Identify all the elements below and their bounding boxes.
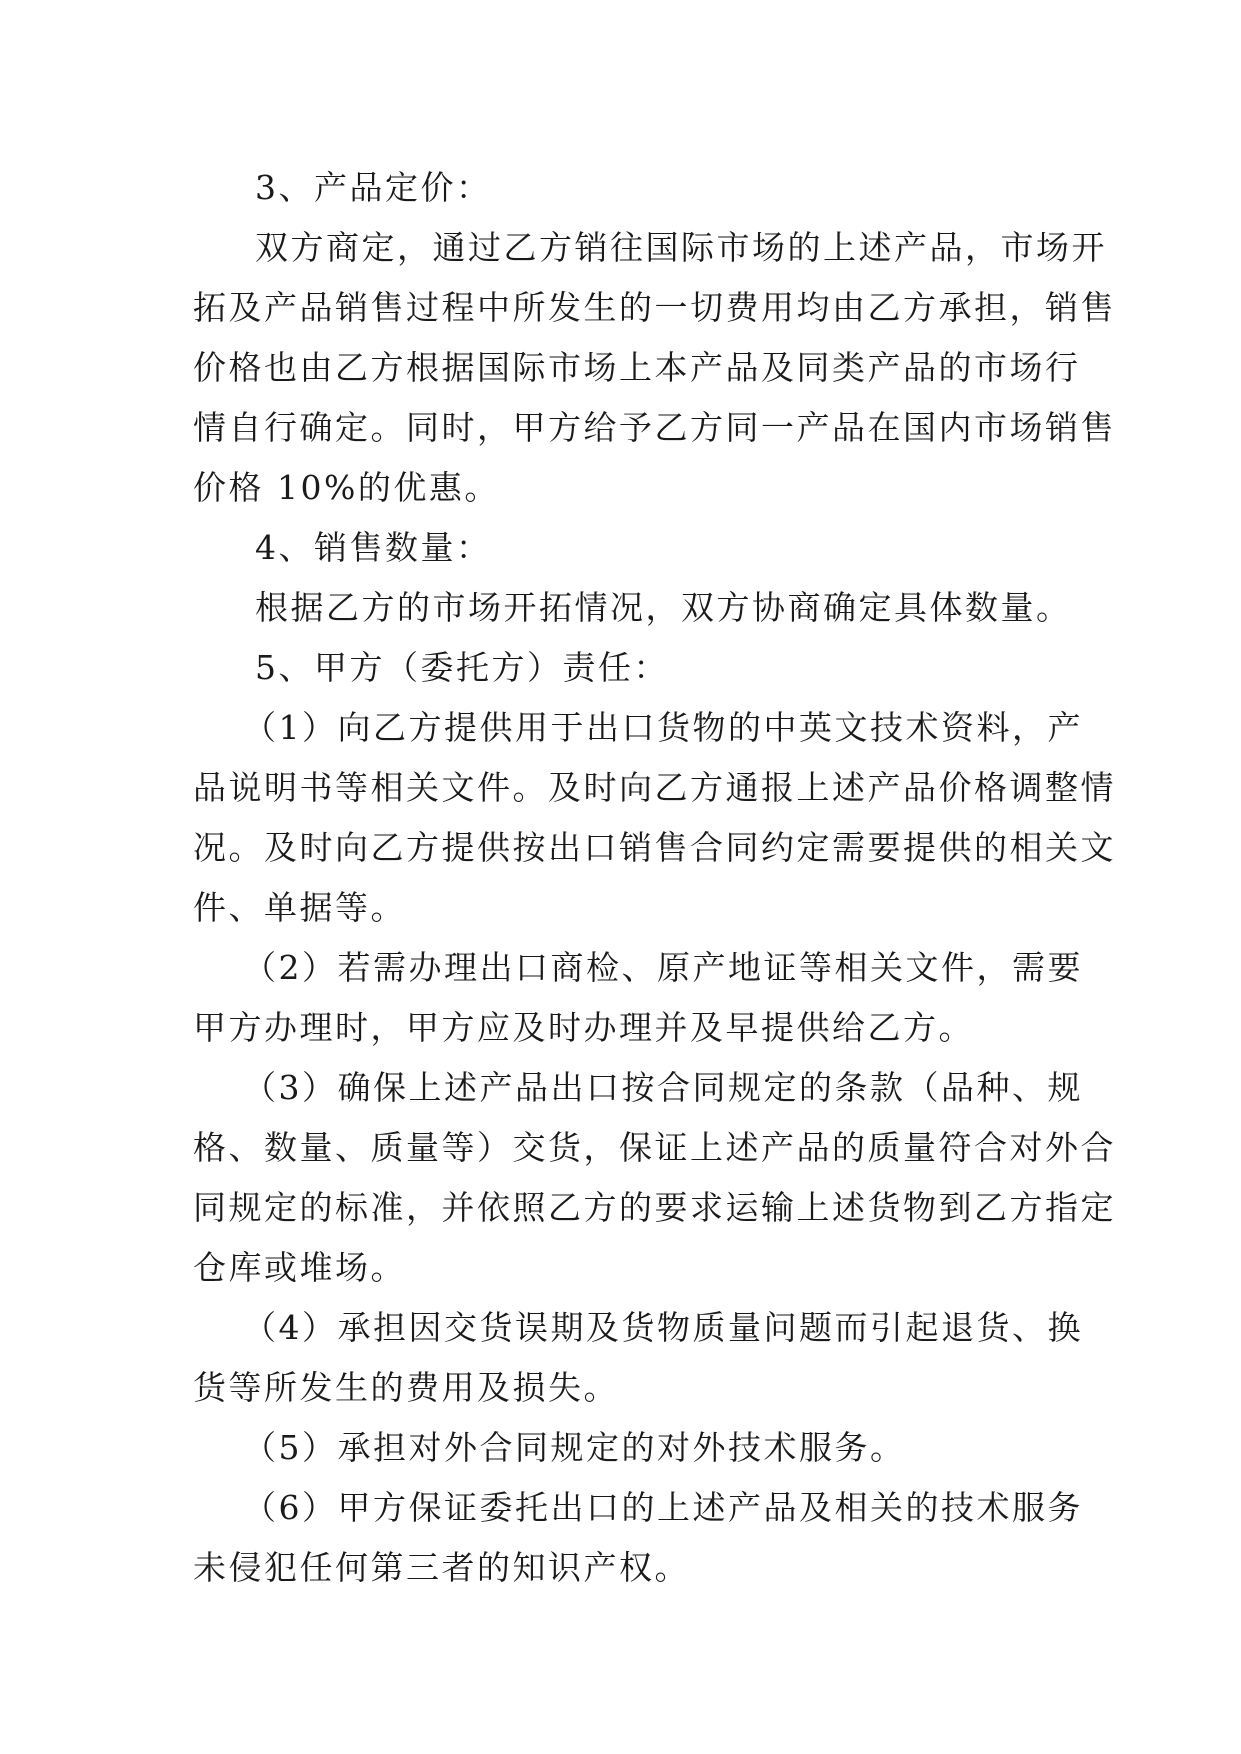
paragraph-line: 价格 10%的优惠。 <box>193 468 500 507</box>
paragraph-line: 根据乙方的市场开拓情况，双方协商确定具体数量。 <box>255 588 1072 627</box>
list-item-1: （1）向乙方提供用于出口货物的中英文技术资料，产 <box>243 708 1083 747</box>
paragraph-line: 未侵犯任何第三者的知识产权。 <box>193 1548 690 1587</box>
paragraph-line: 况。及时向乙方提供按出口销售合同约定需要提供的相关文 <box>193 828 1116 867</box>
paragraph-line: 拓及产品销售过程中所发生的一切费用均由乙方承担，销售 <box>193 288 1116 327</box>
paragraph-line: 双方商定，通过乙方销往国际市场的上述产品，市场开 <box>255 228 1107 267</box>
list-item-3: （3）确保上述产品出口按合同规定的条款（品种、规 <box>243 1068 1083 1107</box>
list-item-2: （2）若需办理出口商检、原产地证等相关文件，需要 <box>243 948 1083 987</box>
list-item-5: （5）承担对外合同规定的对外技术服务。 <box>243 1428 906 1467</box>
paragraph-line: 品说明书等相关文件。及时向乙方通报上述产品价格调整情 <box>193 768 1116 807</box>
list-item-6: （6）甲方保证委托出口的上述产品及相关的技术服务 <box>243 1488 1083 1527</box>
list-item-4: （4）承担因交货误期及货物质量问题而引起退货、换 <box>243 1308 1083 1347</box>
paragraph-line: 情自行确定。同时，甲方给予乙方同一产品在国内市场销售 <box>193 408 1116 447</box>
paragraph-line: 价格也由乙方根据国际市场上本产品及同类产品的市场行 <box>193 348 1081 387</box>
section-heading-pricing: 3、产品定价： <box>255 168 492 207</box>
document-body <box>193 158 1116 1598</box>
section-heading-quantity: 4、销售数量： <box>255 528 492 567</box>
paragraph-line: 货等所发生的费用及损失。 <box>193 1368 619 1407</box>
paragraph-line: 格、数量、质量等）交货，保证上述产品的质量符合对外合 <box>193 1128 1116 1167</box>
paragraph-line: 件、单据等。 <box>193 888 406 927</box>
paragraph-line: 同规定的标准，并依照乙方的要求运输上述货物到乙方指定 <box>193 1188 1116 1227</box>
section-heading-party-a-duties: 5、甲方（委托方）责任： <box>255 648 669 687</box>
paragraph-line: 甲方办理时，甲方应及时办理并及早提供给乙方。 <box>193 1008 974 1047</box>
paragraph-line: 仓库或堆场。 <box>193 1248 406 1287</box>
